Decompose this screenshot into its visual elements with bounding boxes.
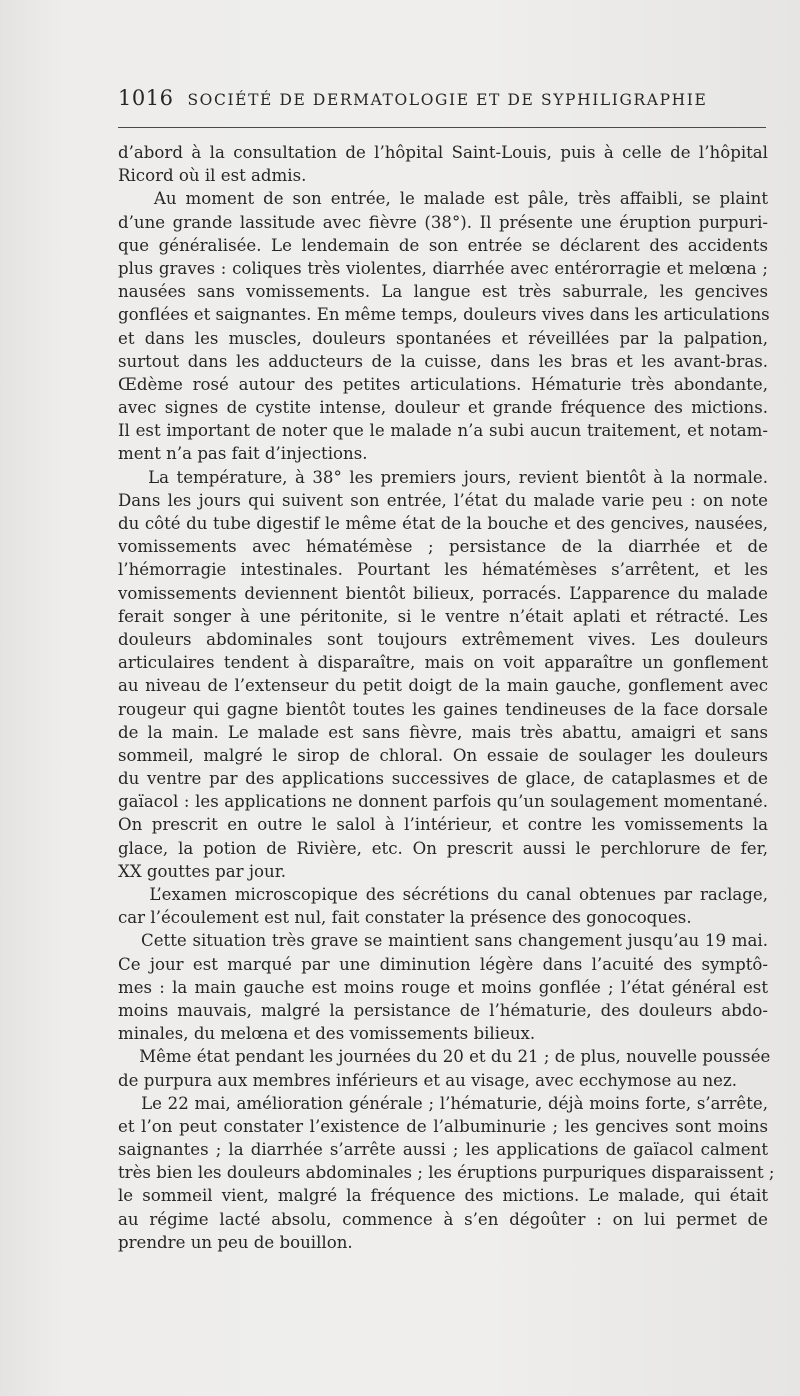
text-line: rougeur qui gagne bientôt toutes les gaines tendineuses de la face dorsale <box>118 699 768 719</box>
text-line: et l’on peut constater l’existence de l’albuminurie ; les gencives sont moins <box>118 1116 768 1136</box>
text-line: et dans les muscles, douleurs spontanées et réveillées par la palpation, <box>118 328 768 348</box>
text-line: gaïacol : les applications ne donnent parfois qu’un soulagement momentané. <box>118 792 768 812</box>
text-line: du ventre par des applications successives de glace, de cataplasmes et de <box>118 769 768 789</box>
text-line: l’hémorragie intestinales. Pourtant les hématémèses s’arrêtent, et les <box>118 560 768 580</box>
text-line: glace, la potion de Rivière, etc. On prescrit aussi le perchlorure de fer, <box>118 838 768 858</box>
text-line: sommeil, malgré le sirop de chloral. On essaie de soulager les douleurs <box>118 745 768 765</box>
text-line: ferait songer à une péritonite, si le ventre n’était aplati et rétracté. Les <box>118 606 768 626</box>
text-line: surtout dans les adducteurs de la cuisse, dans les bras et les avant-bras. <box>118 351 768 371</box>
text-line: d’une grande lassitude avec fièvre (38°). Il présente une éruption purpuri- <box>118 212 768 232</box>
page-header <box>118 86 766 120</box>
text-line: Cette situation très grave se maintient sans changement jusqu’au 19 mai. <box>118 931 768 951</box>
text-line: car l’écoulement est nul, fait constater la présence des gonocoques. <box>118 908 692 928</box>
text-line: Le 22 mai, amélioration générale ; l’hématurie, déjà moins forte, s’arrête, <box>118 1093 768 1113</box>
text-line: douleurs abdominales sont toujours extrêmement vives. Les douleurs <box>118 629 768 649</box>
text-line: que généralisée. Le lendemain de son entrée se déclarent des accidents <box>118 235 768 255</box>
text-line: ment n’a pas fait d’injections. <box>118 444 368 464</box>
text-line: de la main. Le malade est sans fièvre, mais très abattu, amaigri et sans <box>118 722 768 742</box>
text-line: L’examen microscopique des sécrétions du canal obtenues par raclage, <box>118 885 768 904</box>
text-line: XX gouttes par jour. <box>118 861 287 881</box>
text-line: avec signes de cystite intense, douleur et grande fréquence des mictions. <box>118 398 768 418</box>
text-line: Il est important de noter que le malade n’a subi aucun traitement, et notam- <box>118 421 768 441</box>
text-line: de purpura aux membres inférieurs et au visage, avec ecchymose au nez. <box>118 1070 738 1090</box>
page-number: 1016 <box>118 86 174 110</box>
text-line: Ricord où il est admis. <box>118 166 307 186</box>
text-line: moins mauvais, malgré la persistance de l’hématurie, des douleurs abdo- <box>118 1000 768 1020</box>
text-line: du côté du tube digestif le même état de la bouche et des gencives, nausées, <box>118 514 768 533</box>
text-line: nausées sans vomissements. La langue est très saburrale, les gencives <box>118 282 768 302</box>
text-line: saignantes ; la diarrhée s’arrête aussi ; les applications de gaïacol calment <box>118 1140 768 1160</box>
text-line: d’abord à la consultation de l’hôpital Saint-Louis, puis à celle de l’hôpital <box>118 143 768 162</box>
running-title: SOCIÉTÉ DE DERMATOLOGIE ET DE SYPHILIGRAPHIE <box>187 91 708 109</box>
text-line: au niveau de l’extenseur du petit doigt de la main gauche, gonflement avec <box>118 676 768 696</box>
text-line: articulaires tendent à disparaître, mais on voit apparaître un gonflement <box>118 653 768 673</box>
text-line: très bien les douleurs abdominales ; les éruptions purpuriques disparaissent ; <box>118 1163 775 1183</box>
text-line: Ce jour est marqué par une diminution légère dans l’acuité des symptô- <box>118 954 768 974</box>
text-line: gonflées et saignantes. En même temps, douleurs vives dans les articulations <box>118 305 770 325</box>
text-line: Au moment de son entrée, le malade est pâle, très affaibli, se plaint <box>118 189 768 209</box>
text-line: mes : la main gauche est moins rouge et moins gonflée ; l’état général est <box>118 977 768 997</box>
text-line: prendre un peu de bouillon. <box>118 1232 353 1252</box>
text-line: Œdème rosé autour des petites articulations. Hématurie très abondante, <box>118 374 768 394</box>
text-line: minales, du melœna et des vomissements bilieux. <box>118 1024 536 1044</box>
text-line: plus graves : coliques très violentes, diarrhée avec entérorragie et melœna ; <box>118 258 768 278</box>
text-line: vomissements deviennent bientôt bilieux, porracés. L’apparence du malade <box>118 583 768 603</box>
text-line: Dans les jours qui suivent son entrée, l’état du malade varie peu : on note <box>118 490 768 510</box>
text-line: On prescrit en outre le salol à l’intérieur, et contre les vomissements la <box>118 815 768 835</box>
text-line: Même état pendant les journées du 20 et du 21 ; de plus, nouvelle poussée <box>118 1047 771 1067</box>
text-line: vomissements avec hématémèse ; persistance de la diarrhée et de <box>118 537 768 557</box>
header-rule <box>118 127 766 128</box>
text-line: au régime lacté absolu, commence à s’en dégoûter : on lui permet de <box>118 1209 768 1229</box>
text-line: La température, à 38° les premiers jours, revient bientôt à la normale. <box>118 467 768 487</box>
body-text <box>118 141 775 1254</box>
text-line: le sommeil vient, malgré la fréquence des mictions. Le malade, qui était <box>118 1186 768 1206</box>
